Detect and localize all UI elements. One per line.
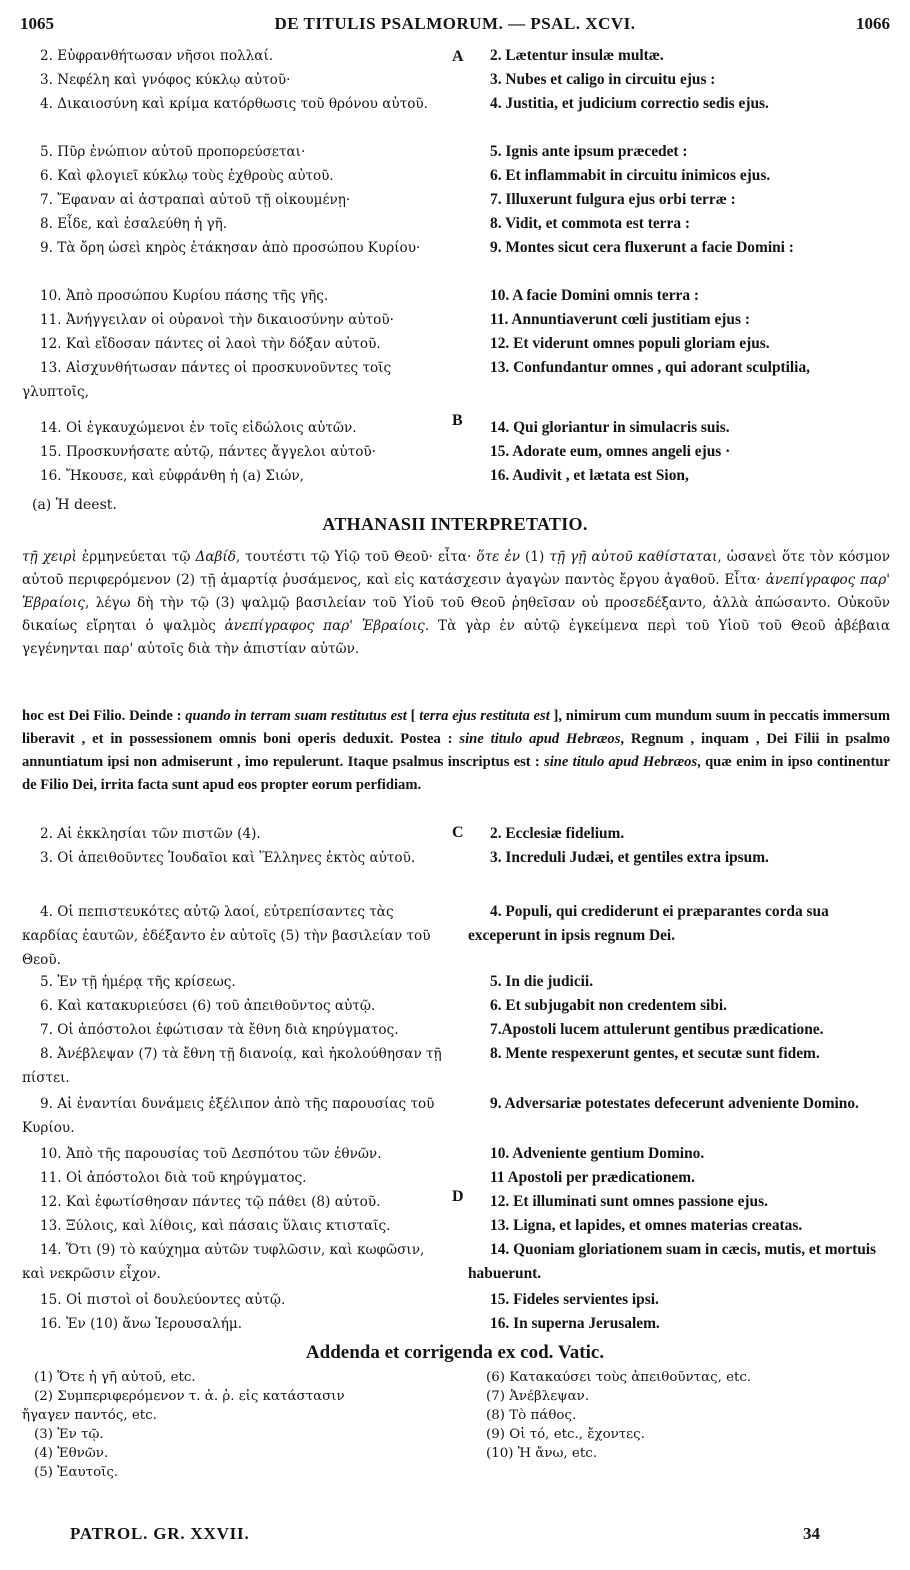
greek-emphasis: τῇ γῇ αὐτοῦ καθίσταται [549, 549, 718, 565]
latin-verse: 16. Audivit , et lætata est Sion, [490, 467, 689, 484]
running-header [20, 14, 890, 40]
column-marker-a: A [452, 48, 464, 65]
greek-verse: 3. Οἱ ἀπειθοῦντες Ἰουδαῖοι καὶ Ἕλληνες ἐκτὸς αὐτοῦ. [40, 850, 416, 866]
addenda-item: (1) Ὅτε ἡ γῆ αὐτοῦ, etc. [34, 1370, 196, 1385]
addenda-item: (6) Κατακαύσει τοὺς ἀπειθοῦντας, etc. [486, 1370, 752, 1385]
latin-verse: 8. Mente respexerunt gentes, et secutæ sunt fidem. [490, 1045, 820, 1062]
greek-verse: 15. Προσκυνήσατε αὐτῷ, πάντες ἄγγελοι αὐτοῦ· [40, 444, 376, 460]
greek-verse: 13. Αἰσχυνθήτωσαν πάντες οἱ προσκυνοῦντες τοῖς γλυπτοῖς, [22, 360, 392, 400]
greek-verse: 7. Ἔφαναν αἱ ἀστραπαὶ αὐτοῦ τῇ οἰκουμένῃ· [40, 192, 351, 208]
greek-verse: 9. Τὰ ὄρη ὡσεὶ κηρὸς ἐτάκησαν ἀπὸ προσώπου Κυρίου· [40, 240, 421, 256]
latin-verse: 15. Adorate eum, omnes angeli ejus · [490, 443, 731, 460]
greek-verse: 4. Δικαιοσύνη καὶ κρίμα κατόρθωσις τοῦ θρόνου αὐτοῦ. [40, 96, 428, 112]
greek-verse: 11. Ἀνήγγειλαν οἱ οὐρανοὶ τὴν δικαιοσύνην αὐτοῦ· [40, 312, 394, 328]
latin-verse: 3. Increduli Judæi, et gentiles extra ipsum. [490, 849, 769, 866]
greek-verse: 2. Αἱ ἐκκλησίαι τῶν πιστῶν (4). [40, 826, 261, 842]
greek-verse: 12. Καὶ ἐφωτίσθησαν πάντες τῷ πάθει (8) αὐτοῦ. [40, 1194, 381, 1210]
greek-verse: 6. Καὶ κατακυριεύσει (6) τοῦ ἀπειθοῦντος αὐτῷ. [40, 998, 376, 1014]
greek-verse: 6. Καὶ φλογιεῖ κύκλῳ τοὺς ἐχθροὺς αὐτοῦ. [40, 168, 334, 184]
greek-verse: 11. Οἱ ἀπόστολοι διὰ τοῦ κηρύγματος. [40, 1170, 307, 1186]
greek-emphasis: ἀνεπίγραφος παρ' Ἑβραίοις [22, 572, 890, 611]
latin-verse: 9. Adversariæ potestates defecerunt adveniente Domino. [490, 1095, 859, 1112]
addenda-right-column [486, 1368, 751, 1463]
column-marker-b: B [452, 412, 463, 429]
latin-verse: 4. Populi, qui crediderunt ei præparantes corda sua exceperunt in ipsis regnum Dei. [468, 903, 829, 944]
greek-verse: 12. Καὶ εἴδοσαν πάντες οἱ λαοὶ τὴν δόξαν αὐτοῦ. [40, 336, 381, 352]
latin-verse: 9. Montes sicut cera fluxerunt a facie Domini : [490, 239, 794, 256]
column-marker-d: D [452, 1188, 464, 1205]
greek-verse: 16. Ἐν (10) ἄνω Ἱερουσαλήμ. [40, 1316, 243, 1332]
greek-emphasis: τῇ χειρὶ [22, 549, 77, 565]
column-marker-c: C [452, 824, 464, 841]
greek-emphasis: ἀνεπίγραφος παρ' Ἑβραίοις [224, 618, 425, 634]
addenda-item: (2) Συμπεριφερόμενον τ. ἁ. ῥ. εἰς κατάστασιν [34, 1389, 345, 1404]
latin-verse: 3. Nubes et caligo in circuitu ejus : [490, 71, 716, 88]
latin-verse: 6. Et subjugabit non credentem sibi. [490, 997, 728, 1014]
latin-verse: 2. Ecclesiæ fidelium. [490, 825, 625, 842]
latin-verse: 10. A facie Domini omnis terra : [490, 287, 700, 304]
addenda-item: (7) Ἀνέβλεψαν. [486, 1389, 590, 1404]
latin-verse: 5. Ignis ante ipsum præcedet : [490, 143, 688, 160]
greek-verse: 9. Αἱ ἐναντίαι δυνάμεις ἐξέλιπον ἀπὸ τῆς παρουσίας τοῦ Κυρίου. [22, 1096, 435, 1136]
greek-verse: 8. Ἀνέβλεψαν (7) τὰ ἔθνη τῇ διανοίᾳ, καὶ ἠκολούθησαν τῇ πίστει. [22, 1046, 442, 1086]
greek-verse: 14. Οἱ ἐγκαυχώμενοι ἐν τοῖς εἰδώλοις αὐτῶν. [40, 420, 357, 436]
greek-verse: 3. Νεφέλη καὶ γνόφος κύκλῳ αὐτοῦ· [40, 72, 291, 88]
page-footer [70, 1524, 820, 1548]
addenda-item: (8) Τὸ πάθος. [486, 1408, 577, 1423]
greek-emphasis: Δαβίδ [195, 549, 236, 565]
latin-emphasis: sine titulo apud Hebræos [459, 731, 621, 747]
series-signature: PATROL. GR. XXVII. [70, 1524, 250, 1543]
latin-verse: 13. Confundantur omnes , qui adorant sculptilia, [490, 359, 811, 376]
greek-verse: 14. Ὅτι (9) τὸ καύχημα αὐτῶν τυφλῶσιν, καὶ κωφῶσιν, καὶ νεκρῶσιν εἶχον. [22, 1242, 425, 1282]
latin-verse: 11 Apostoli per prædicationem. [490, 1169, 695, 1186]
latin-emphasis: terra ejus restituta est [419, 708, 550, 724]
latin-verse: 8. Vidit, et commota est terra : [490, 215, 691, 232]
greek-verse: 7. Οἱ ἀπόστολοι ἐφώτισαν τὰ ἔθνη διὰ κηρύγματος. [40, 1022, 399, 1038]
greek-verse: 4. Οἱ πεπιστευκότες αὐτῷ λαοί, εὐτρεπίσαντες τὰς καρδίας ἑαυτῶν, ἐδέξαντο ἐν αὐτοῖς (5) τὴν βασιλείαν τοῦ Θεοῦ. [22, 904, 431, 968]
addenda-item: (4) Ἐθνῶν. [34, 1446, 109, 1461]
running-title: DE TITULIS PSALMORUM. — PSAL. XCVI. [274, 14, 636, 33]
addenda-title: Addenda et corrigenda ex cod. Vatic. [305, 1342, 605, 1363]
latin-verse: 7.Apostoli lucem attulerunt gentibus prædicatione. [490, 1021, 824, 1038]
gathering-number: 34 [803, 1524, 820, 1543]
latin-verse: 15. Fideles servientes ipsi. [490, 1291, 659, 1308]
addenda-item: ἤγαγεν παντός, etc. [22, 1408, 157, 1423]
latin-emphasis: sine titulo apud Hebræos [544, 754, 698, 770]
greek-verse: 13. Ξύλοις, καὶ λίθοις, καὶ πάσαις ὕλαις κτισταῖς. [40, 1218, 391, 1234]
latin-verse: 5. In die judicii. [490, 973, 594, 990]
latin-verse: 10. Adveniente gentium Domino. [490, 1145, 705, 1162]
addenda-left-column [22, 1368, 345, 1482]
latin-emphasis: quando in terram suam restitutus est [185, 708, 407, 724]
addenda-item: (5) Ἑαυτοῖς. [34, 1465, 119, 1480]
addenda-item: (3) Ἐν τῷ. [34, 1427, 104, 1442]
latin-verse: 13. Ligna, et lapides, et omnes materias creatas. [490, 1217, 803, 1234]
latin-verse: 14. Quoniam gloriationem suam in cæcis, mutis, et mortuis habuerunt. [468, 1241, 877, 1282]
latin-verse: 4. Justitia, et judicium correctio sedis ejus. [490, 95, 769, 112]
addenda-item: (10) Ἡ ἄνω, etc. [486, 1446, 597, 1461]
greek-emphasis: ὅτε ἐν [476, 549, 521, 565]
latin-commentary: hoc est Dei Filio. Deinde : quando in terram suam restitutus est [ terra ejus restituta est ], nimirum cum mundum suum in peccatis immersum liberavit , et in possessionem omnis boni operis deduxit. Postea : sine titulo apud Hebræos, Regnum , inquam , Dei Filii in psalmo annuntiatum ipsi non admiserunt , imo repulerunt. Itaque psalmus inscriptus est : sine titulo apud Hebræos, quæ enim in ipso continentur de Filio Dei, irrita facta sunt apud eos propter eorum perfidiam. [22, 708, 891, 793]
page-number-right: 1066 [856, 14, 890, 33]
latin-verse: 11. Annuntiaverunt cœli justitiam ejus : [490, 311, 750, 328]
latin-verse: 12. Et illuminati sunt omnes passione ejus. [490, 1193, 768, 1210]
latin-verse: 6. Et inflammabit in circuitu inimicos ejus. [490, 167, 771, 184]
latin-verse: 2. Lætentur insulæ multæ. [490, 47, 664, 64]
greek-verse: 16. Ἤκουσε, καὶ εὐφράνθη ἡ (a) Σιών, [40, 468, 304, 484]
greek-commentary: τῇ χειρὶ ἑρμηνεύεται τῷ Δαβίδ, τουτέστι τῷ Υἱῷ τοῦ Θεοῦ· εἶτα· ὅτε ἐν (1) τῇ γῇ αὐτοῦ καθίσταται, ὡσανεὶ ὅτε τὸν κόσμον αὐτοῦ περιφερόμενον (2) τῇ ἁμαρτίᾳ ῥυσάμενος, καὶ εἰς κατάσχεσιν ἀγαγὼν παντὸς ἔργου ἀγαθοῦ. Εἶτα· ἀνεπίγραφος παρ' Ἑβραίοις, λέγω δὴ τὴν τῷ (3) ψαλμῷ βασιλείαν τοῦ Υἱοῦ τοῦ Θεοῦ ῥηθεῖσαν οὐ προσεδέξαντο, ἀλλὰ ἀπώσαντο. Οὐκοῦν δικαίως εἴρηται ὁ ψαλμὸς ἀνεπίγραφος παρ' Ἑβραίοις. Τὰ γὰρ ἐν αὐτῷ ἐγκείμενα περὶ τοῦ Υἱοῦ τοῦ Θεοῦ ἀβέβαια γεγένηνται παρ' αὐτοῖς διὰ τὴν ἀπιστίαν αὐτῶν. [22, 549, 891, 657]
page-number-left: 1065 [20, 14, 54, 33]
greek-verse: 10. Ἀπὸ προσώπου Κυρίου πάσης τῆς γῆς. [40, 288, 329, 304]
greek-verse: 5. Ἐν τῇ ἡμέρᾳ τῆς κρίσεως. [40, 974, 236, 990]
greek-verse: 15. Οἱ πιστοὶ οἱ δουλεύοντες αὐτῷ. [40, 1292, 286, 1308]
addenda-item: (9) Οἱ τό, etc., ἔχοντες. [486, 1427, 645, 1442]
greek-verse: 10. Ἀπὸ τῆς παρουσίας τοῦ Δεσπότου τῶν ἐθνῶν. [40, 1146, 382, 1162]
latin-verse: 16. In superna Jerusalem. [490, 1315, 660, 1332]
latin-verse: 7. Illuxerunt fulgura ejus orbi terræ : [490, 191, 736, 208]
latin-verse: 12. Et viderunt omnes populi gloriam ejus. [490, 335, 770, 352]
greek-verse: 8. Εἶδε, καὶ ἐσαλεύθη ἡ γῆ. [40, 216, 228, 232]
footnote-a: (a) Ἡ deest. [32, 497, 117, 513]
latin-verse: 14. Qui gloriantur in simulacris suis. [490, 419, 730, 436]
greek-verse: 5. Πῦρ ἐνώπιον αὐτοῦ προπορεύσεται· [40, 144, 306, 160]
interpretation-title: ATHANASII INTERPRETATIO. [322, 514, 588, 534]
greek-verse: 2. Εὐφρανθήτωσαν νῆσοι πολλαί. [40, 48, 274, 64]
